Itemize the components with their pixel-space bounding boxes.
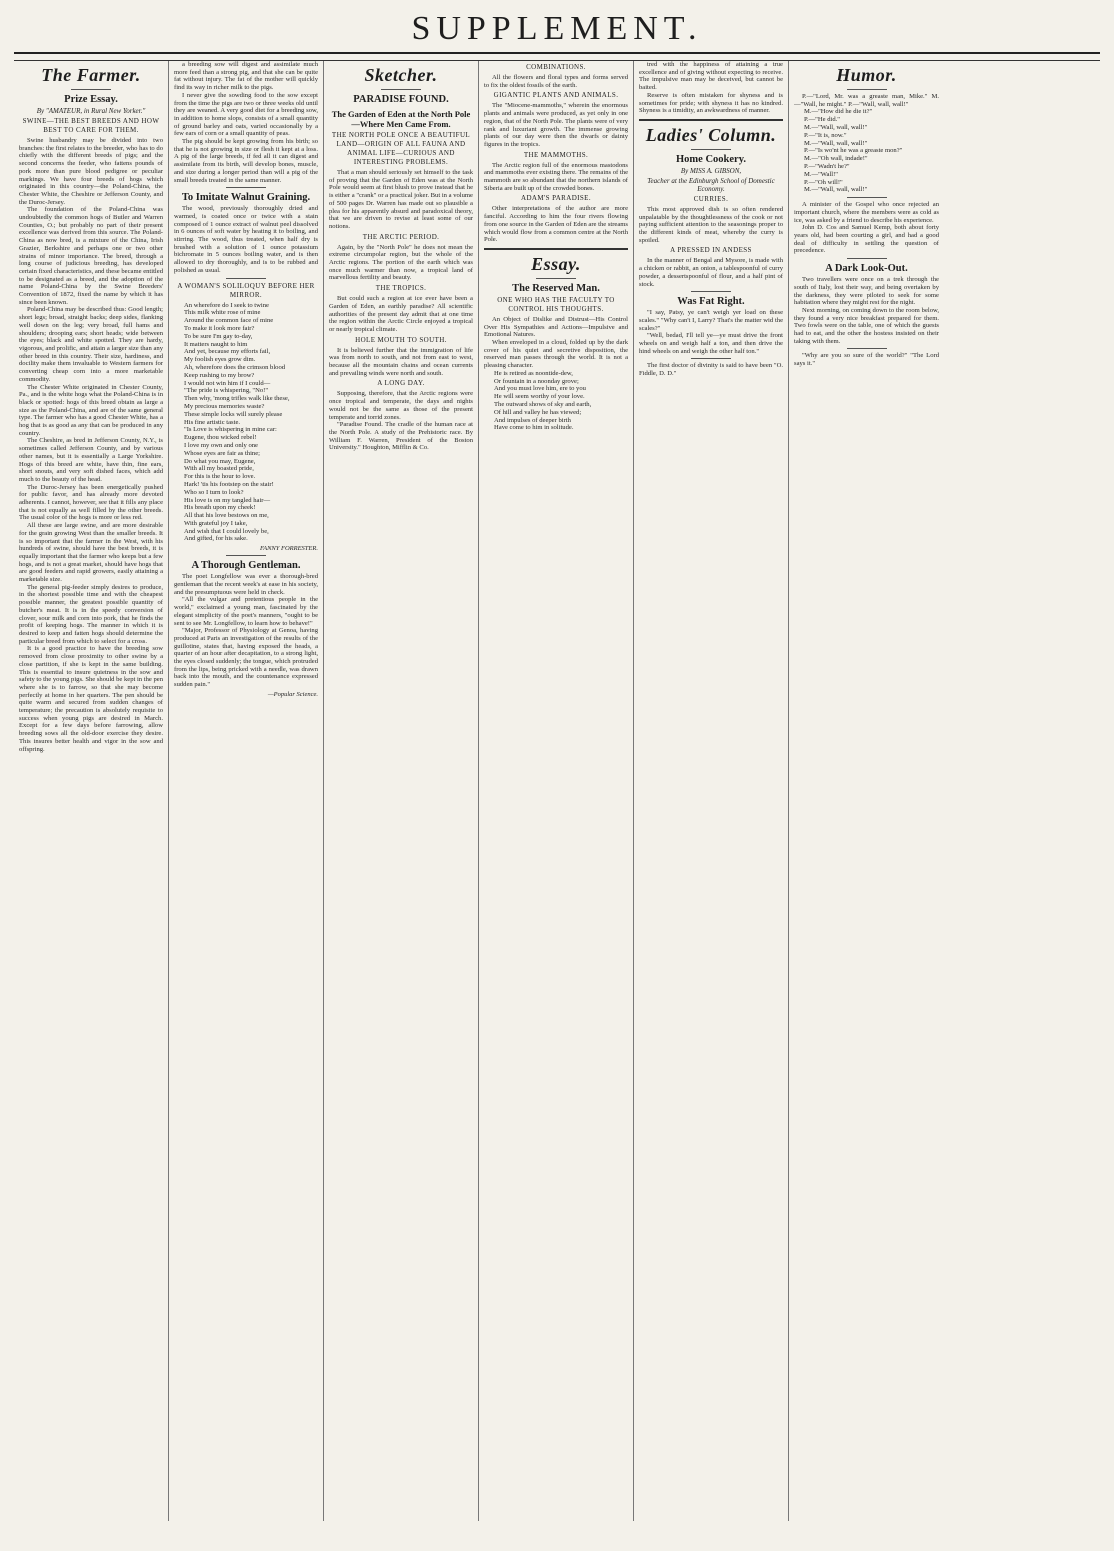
- article-title: Home Cookery.: [676, 153, 746, 165]
- dialogue-line: M.—"Wall, wall, wall!": [804, 186, 868, 194]
- paragraph: P.—"Lord, Mr. was a greaste man, Mike." M.—"Wall, he might." P.—"Wall, wall, wall!": [794, 93, 939, 108]
- divider: [691, 149, 731, 150]
- byline: By MISS A. GIBSON,: [680, 166, 742, 175]
- paragraph: The foundation of the Poland-China was undoubtedly the common hogs of Butler and Warren Counties, O.; but probably no part of their present excellence was derived from this source. The Poland-China as now bred, is a mixture of the China, Irish Grazier, Berkshire and perhaps one or two other strains of minor importance. The breed, through a long course of judicious breeding, has developed certain fixed characteristics, and these became entitled to be designated as a breed, and the adoption of the name Poland-China by the Swine Breeders' Convention of 1872, fixed the name by which it has since been known.: [19, 206, 163, 306]
- article-title: PARADISE FOUND.: [353, 94, 449, 105]
- article-body: [794, 93, 939, 108]
- subhead: SWINE—THE BEST BREEDS AND HOW BEST TO CARE FOR THEM.: [22, 117, 160, 134]
- article-body: [329, 295, 473, 334]
- poem-line: His fine artistic taste.: [184, 418, 241, 426]
- article-title: The Reserved Man.: [512, 282, 600, 294]
- poem-line: I love my own and only one: [184, 441, 258, 449]
- masthead-rule: [14, 52, 1100, 54]
- divider: [226, 187, 266, 188]
- poem-line: I would not win him if I could—: [184, 379, 271, 387]
- dialogue-line: P.—"Wadn't he?": [804, 162, 850, 170]
- dialogue-line: M.—"Wall, wall, wall!": [804, 124, 868, 131]
- poem-line: "Is Love is whispering in mine car:: [184, 426, 277, 434]
- paragraph: Swine husbandry may be divided into two branches: the first relates to the breeder, who has to do chiefly with the different breeds of pigs; and the second concerns the feeder, who fattens pounds of pork more than pure blood pedigree or peculiar markings. We have four breeds of hogs which originated in this country—the Poland-China, the Chester White, the Cheshire or Jefferson County, and the Duroc-Jersey.: [19, 137, 163, 206]
- article-title: A Dark Look-Out.: [825, 263, 908, 275]
- poem-title: A WOMAN'S SOLILOQUY BEFORE HER MIRROR.: [177, 281, 315, 299]
- paragraph: But could such a region at ice ever have been a Garden of Eden, an earthly paradise? All scientific authorities of the present day admit that at one time the region within the Arctic Circle enjoyed a tropical or nearly tropical climate.: [329, 295, 473, 333]
- poem-line: Do what you may, Eugene,: [184, 457, 256, 465]
- poem-line: He is retired as noontide-dew,: [494, 369, 573, 377]
- dialogue-line: M.—"How did he die it?": [804, 108, 873, 116]
- poem-line: My precious memories waste?: [184, 402, 265, 410]
- paragraph: The general pig-feeder simply desires to produce, in the shortest possible time and with the cheapest possible manner, the greatest possible quantity of butcher's meat. It is in the speedy conversion of clover, sour milk and corn into pork, that he finds the profit of keeping hogs. The manner in which it is desired to keep and fatten hogs should determine the particular breed from which to select for a cross.: [19, 583, 163, 645]
- dialogue-line: P.—"Oh will!": [804, 178, 843, 186]
- article-body: [174, 573, 318, 689]
- poem-line: Hark! 'tis his footstep on the stair!: [184, 480, 274, 488]
- poem: [174, 302, 318, 544]
- poem-line: This milk white rose of mine: [184, 309, 261, 317]
- paragraph: When enveloped in a cloud, folded up by the dark cover of his quiet and secretive disposition, the reserved man passes through the world. It is not a pleasing character.: [484, 339, 628, 370]
- divider: [691, 358, 731, 359]
- paragraph: "Why are you so sure of the world?" "The Lord says it.": [794, 352, 939, 368]
- poem-line: Ah, wherefore does the crimson blood: [184, 363, 286, 371]
- article-body: [639, 309, 783, 355]
- subhead: GIGANTIC PLANTS AND ANIMALS.: [493, 91, 619, 100]
- article-title: A Thorough Gentleman.: [191, 560, 301, 572]
- poem-line: An wherefore do I seek to twine: [184, 301, 269, 309]
- paragraph: tred with the happiness of attaining a true excellence and of giving without expecting to receive. The impulsive man may be deceived, but cannot be baited.: [639, 61, 783, 92]
- poem-line: Eugene, thou wicked rebel!: [184, 434, 257, 442]
- paragraph: Again, by the "North Pole" he does not mean the extreme circumpolar region, but the whole of the Arctic regions. The portion of the earth which was once much warmer than now, a tropical land of marvellous fertility and beauty.: [329, 243, 473, 282]
- poem-line: To make it look more fair?: [184, 324, 255, 332]
- paragraph: It is believed further that the immigration of life was from north to south, and not from east to west, because all the mountain chains and ocean currents and prevailing winds were north and south.: [329, 346, 473, 377]
- subhead: THE TROPICS.: [375, 284, 427, 293]
- divider: [847, 258, 887, 259]
- article-body: [329, 244, 473, 283]
- dialogue-line: P.—"Is wo'nt he was a greaste mon?": [804, 147, 903, 155]
- poem-line: With grateful joy I take,: [184, 519, 248, 527]
- paragraph: The Arctic region full of the enormous mastodons and mammoths ever existing there. The remains of the mammoth are so abundant that the northern islands of Siberia are built up of the crowded bones.: [484, 161, 628, 192]
- subhead: ADAM'S PARADISE.: [520, 194, 592, 203]
- poem-line: Whose eyes are fair as thine;: [184, 449, 260, 457]
- credit: —Popular Science.: [267, 690, 318, 698]
- paragraph: Other interpretations of the author are more fanciful. According to him the four rivers flowing from one source in the Garden of Eden are the streams which would flow from a common centre at the North Pole.: [484, 205, 628, 244]
- column-4: [479, 61, 634, 1521]
- poem-line: And you must love him, ere to you: [494, 385, 586, 393]
- divider: [71, 89, 111, 90]
- masthead-title: SUPPLEMENT.: [411, 10, 703, 47]
- paragraph: The Cheshire, as bred in Jefferson County, N.Y., is sometimes called Jefferson County, and by various other names, but it is essentially a Large Yorkshire. Hogs of this breed are white, have thin, fine ears, short snouts, and very soft dished faces, which add much to the beauty of the head.: [19, 437, 163, 483]
- divider: [847, 89, 887, 90]
- column-5: [634, 61, 789, 1521]
- poem-line: And gifted, for his sake.: [184, 535, 248, 543]
- divider: [484, 248, 628, 250]
- article-title: Prize Essay.: [64, 94, 118, 105]
- article-body: [794, 201, 939, 255]
- paragraph: All these are large swine, and are more desirable for the grain growing West than the smaller breeds. It is so important that the farmer in the West, with his hundreds of swine, should have the best breeds, it is equally important that the farmer who keeps but a few hogs, and is not a great market, should have hogs that are good feeders and rapid growers, easily attaining a marketable size.: [19, 522, 163, 584]
- article-body: [329, 347, 473, 378]
- poem-line: And wish that I could lovely be,: [184, 527, 269, 535]
- divider: [226, 555, 266, 556]
- paragraph: The "Miocene-mammoths," wherein the enormous plants and animals were produced, as yet only in one region, that of the North Pole. The plants were of very rank and luxuriant growth. The immense growing plants of our day were then the dwarfs or dainty figures in the tropics.: [484, 102, 628, 148]
- article-title: To Imitate Walnut Graining.: [181, 192, 311, 204]
- subhead: A PRESSED IN ANDESS: [670, 246, 752, 255]
- article-body: [794, 276, 939, 345]
- paragraph: It is a good practice to have the breeding sow removed from close proximity to other swine by a close partition, if she is kept in the same building. This is essential to insure quietness in the sow and safety to the young pigs. She should be kept in the pen where she is to farrow, so that she may become perfectly at home in her quarters. The pen should be quite warm and secured from sudden changes of temperature; the precaution is absolutely requisite to success when young pigs are desired in March. Except for a few days before farrowing, allow breeding sows all the old-door exercise they desire. This insures better health and vigor in the sow and offspring.: [19, 645, 163, 753]
- subhead: CURRIES.: [693, 194, 729, 203]
- article-body: [484, 316, 628, 370]
- column-1: [14, 61, 169, 1521]
- divider: [639, 119, 783, 121]
- byline-affiliation: Teacher at the Edinburgh School of Domestic Economy.: [647, 176, 775, 193]
- paragraph: That a man should seriously set himself to the task of proving that the Garden of Eden was at the North Pole would seem at first blush to prove instead that he is either a "crank" or a practical joker. But in a volume of 500 pages Dr. Warren has made out so plausible a plea for his apparently absurd and paradoxical theory, that we are driven to revise at least some of our notions.: [329, 169, 473, 230]
- poem: [484, 370, 628, 432]
- poem-line: Or fountain in a noonday grove;: [494, 377, 579, 385]
- poem-line: And yet, because my efforts fail,: [184, 348, 271, 356]
- divider: [381, 89, 421, 90]
- paragraph: The poet Longfellow was ever a thorough-bred gentleman that the recent week's at ease in his society, and the presumptuous were held in check.: [174, 573, 318, 596]
- masthead: [14, 6, 1100, 58]
- article-body: [329, 169, 473, 231]
- article-deck: ONE WHO HAS THE FACULTY TO CONTROL HIS THOUGHTS.: [497, 295, 615, 313]
- paragraph: Poland-China may be described thus: Good length; short legs; broad, straight backs; deep sides, flanking well down on the leg; very broad, full hams and shoulders; drooping ears; short heads; wide between the eyes; black and white spotted. They are hardy, vigorous, and prolific, and attain a larger size than any other breed in this country. Their size, hardiness, and docility make them invaluable to Western farmers for converting cheap corn into a more marketable commodity.: [19, 306, 163, 383]
- article-deck: THE NORTH POLE ONCE A BEAUTIFUL LAND—ORIGIN OF ALL FAUNA AND ANIMAL LIFE—CURIOUS AND INTERESTING PROBLEMS.: [331, 131, 471, 166]
- divider: [847, 348, 887, 349]
- dialogue: [794, 108, 939, 194]
- poem-line: To be sure I'm gay to-day,: [184, 332, 253, 340]
- poem-line: Then why, 'mong trifles walk like these,: [184, 395, 290, 403]
- article-body: [174, 61, 318, 184]
- dialogue-line: M.—"Oh wall, indade!": [804, 155, 868, 163]
- poem-line: With all my boasted pride,: [184, 465, 254, 473]
- dialogue-line: P.—"It is, now.": [804, 131, 847, 139]
- paragraph: The Duroc-Jersey has been energetically pushed for public favor, and has already more devoted adherents. I cannot, however, see that it fills any place that is not equally as well filled by the other breeds. The usual color of the hogs is more or less red.: [19, 483, 163, 522]
- subhead: HOLE MOUTH TO SOUTH.: [355, 335, 447, 344]
- paragraph: John D. Cos and Samuel Kemp, both about forty years old, had been courting a girl, and had a good deal of difficulty in settling the question of precedence.: [794, 224, 939, 255]
- poem-line: For this is the hour to love.: [184, 473, 256, 481]
- poem-credit: FANNY FORRESTER.: [259, 545, 318, 553]
- paragraph: I never give the sowding food to the sow except from the time the pigs are two or three weeks old until they are weaned. A very good diet for a breeding sow, in addition to home slops, consists of a small quantity of ground barley and oats, varied occasionally by a few ears of corn or a small quantity of peas.: [174, 91, 318, 138]
- paragraph: The Chester White originated in Chester County, Pa., and is the white hogs what the Poland-China is in black or spotted: hogs of this breed obtain as large a size as the Poland-China, and are of the same general type. The farmer who has a good Chester White, has a hog that is as good as any that can be produced in any country.: [19, 383, 163, 437]
- columns: [14, 60, 1100, 1521]
- poem-line: He will seem worthy of your love.: [494, 393, 585, 401]
- poem-line: His breath upon my cheek!: [184, 504, 256, 512]
- footnote: [794, 352, 939, 367]
- poem-line: Who so I turn to look?: [184, 488, 244, 496]
- article-body: [484, 74, 628, 89]
- article-body: [639, 257, 783, 288]
- dialogue-line: M.—"Wall!": [804, 170, 838, 178]
- paragraph: An Object of Dislike and Distrust—His Control Over His Sympathies and Actions—Impulsive and Emotional Natures.: [484, 315, 628, 339]
- footnote: [639, 362, 783, 377]
- poem-line: His love is on my tangled hair—: [184, 496, 271, 504]
- paragraph: "I say, Patsy, ye can't weigh yer load on these scales." "Why can't I, Larry? That's the matter wid the scales?": [639, 309, 783, 332]
- paragraph: Supposing, therefore, that the Arctic regions were once tropical and temperate, the days and nights would not be the same as those of the present temperate and torrid zones.: [329, 390, 473, 421]
- article-body: [484, 162, 628, 193]
- paragraph: Next morning, on coming down to the room below, they found a very nice breakfast prepared for them. Two fowls were on the table, one of which the guests had to eat, and the other the hostess insisted on their taking with them.: [794, 306, 939, 345]
- poem-line: Around the common face of mine: [184, 317, 274, 325]
- article-body: [639, 206, 783, 245]
- paragraph: Reserve is often mistaken for shyness and is sometimes for pride; with shyness it has no kindred. Shyness is a timidity, an awkwardness of manner.: [639, 91, 783, 115]
- section-heading-farmer: The Farmer.: [41, 65, 141, 85]
- column-3: [324, 61, 479, 1521]
- section-heading-essay: Essay.: [531, 253, 581, 274]
- subhead: A LONG DAY.: [377, 379, 425, 388]
- poem-line: It matters naught to him: [184, 340, 248, 348]
- poem-line: "The pride is whispering, "No!": [184, 387, 269, 395]
- dialogue-line: M.—"Wall, wall, wall!": [804, 139, 868, 147]
- article-body: [174, 205, 318, 274]
- divider: [691, 291, 731, 292]
- article-body: [484, 102, 628, 148]
- poem-line: These simple locks will surely please: [184, 410, 283, 418]
- article-body: [639, 61, 783, 115]
- paragraph: All the flowers and floral types and forms served to fix the oldest fossils of the earth.: [484, 74, 628, 89]
- paragraph: "Well, bedad, I'll tell ye—ye must drive the front wheels on and weigh half a ton, and then drive the hind wheels on and weigh the other half ton.": [639, 332, 783, 355]
- column-6: [789, 61, 944, 1521]
- article-body: [484, 205, 628, 244]
- column-2: [169, 61, 324, 1521]
- poem-line: All that his love bestows on me,: [184, 512, 269, 520]
- paragraph: "Major, Professor of Physiology at Genoa, having produced at Paris an investigation of the results of the guillotine, states that, having exposed the heads, a quarter of an hour after decapitation, to a strong light, the eyes closed suddenly; the tongue, which protruded from the lips, being pricked with a needle, was drawn back into the mouth, and the countenance expressed sudden pain.": [174, 627, 318, 689]
- section-heading-sketcher: Sketcher.: [364, 65, 438, 85]
- paragraph: The pig should be kept growing from his birth; so that he is not growing in size or flesh it kept at a loss. A pig of the large breeds, if fed all it can digest and assimilate from its birth, will develop bones, muscle, and size during a longer period than will a pig of the small breeds treated in the same manner.: [174, 138, 318, 184]
- article-body: [329, 390, 473, 452]
- subhead: COMBINATIONS.: [526, 63, 586, 71]
- poem-line: And impulses of deeper birth: [494, 416, 571, 424]
- dialogue-line: P.—"He did.": [804, 116, 840, 124]
- divider: [536, 278, 576, 279]
- article-body: [19, 137, 163, 753]
- poem-line: My foolish eyes grow dim.: [184, 356, 256, 364]
- poem-line: Of hill and valley he has viewed;: [494, 408, 582, 416]
- paragraph: The wood, previously thoroughly dried and warmed, is coated once or twice with a stain composed of 1 ounce extract of walnut peel dissolved in 6 ounces of soft water by heating it to boiling, and stirring. The wood, thus treated, when half dry is brushed with a solution of 1 ounce potassium bichromate in 5 ounces boiling water, and is then allowed to dry thoroughly, and is to be rubbed and polished as usual.: [174, 205, 318, 274]
- article-title: Was Fat Right.: [677, 296, 745, 308]
- poem-line: The outward shows of sky and earth,: [494, 401, 592, 409]
- paragraph: "All the vulgar and pretentious people in the world," exclaimed a young man, fascinated by the elegant simplicity of the poet's manners, "ought to be sent to see Mr. Longfellow, to learn how to behave!": [174, 596, 318, 627]
- section-heading-humor: Humor.: [836, 65, 897, 85]
- divider: [847, 197, 887, 198]
- poem-line: Have come to him in solitude.: [494, 424, 574, 432]
- paragraph: A minister of the Gospel who once rejected an important church, where the members were as cold as ice, was asked by a friend to describe his experience.: [794, 201, 939, 224]
- poem-line: Keep rushing to my brow?: [184, 371, 255, 379]
- paragraph: This most approved dish is so often rendered unpalatable by the thoughtlessness of the cook or not paying sufficient attention to the seasonings proper to the different kinds of meat, whereby the curry is spoiled.: [639, 205, 783, 244]
- divider: [226, 278, 266, 279]
- article-subtitle: The Garden of Eden at the North Pole—Where Men Came From.: [331, 109, 471, 129]
- paragraph: In the manner of Bengal and Mysore, is made with a chicken or rabbit, an onion, a tablespoonful of curry powder, a dessertspoonful of flour, and a half pint of stock.: [639, 257, 783, 288]
- byline: By "AMATEUR, in Rural New Yorker.": [36, 107, 146, 115]
- subhead: THE ARCTIC PERIOD.: [362, 232, 440, 241]
- section-heading-ladies: Ladies' Column.: [645, 124, 777, 145]
- paragraph: Two travellers were once on a trek through the south of Italy, lost their way, and being overtaken by the darkness, they were piloted to seek for some habitation where they might rest for the night.: [794, 276, 939, 307]
- paragraph: The first doctor of divinity is said to have been "O. Fiddle, D. D.": [639, 362, 783, 378]
- paragraph: a breeding sow will digest and assimilate much more feed than a strong pig, and that she can be quite fat without injury. The fat of the mother will quickly find its way in richer milk to the pigs.: [174, 61, 318, 92]
- paragraph: "Paradise Found. The cradle of the human race at the North Pole. A study of the Prehistoric race. By William F. Warren, President of the Boston University." Houghton, Mifflin & Co.: [329, 421, 473, 452]
- subhead: THE MAMMOTHS.: [523, 150, 589, 159]
